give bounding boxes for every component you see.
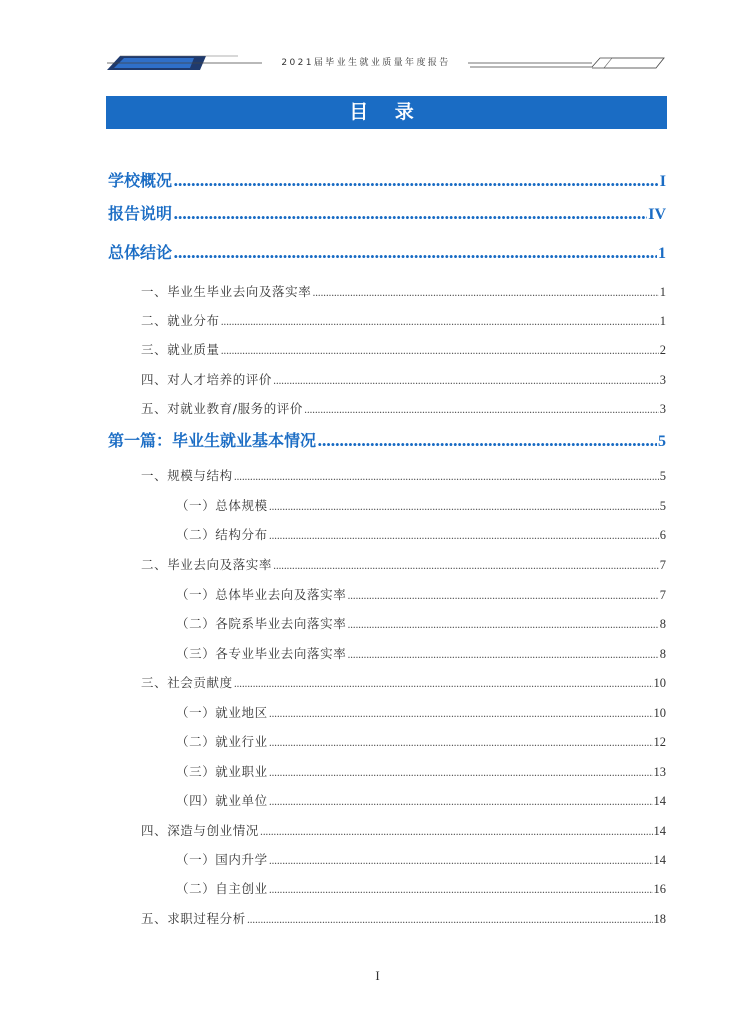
toc-entry-page: 10 — [653, 676, 666, 690]
toc-entry-level-3[interactable] — [176, 644, 666, 662]
toc-entry-label: （二）结构分布 — [176, 527, 268, 542]
toc-entry-level-2[interactable] — [141, 340, 666, 358]
toc-entry-label: 二、就业分布 — [141, 313, 220, 328]
toc-entry-label: 一、毕业生毕业去向及落实率 — [141, 284, 312, 299]
toc-entry-label: 报告说明 — [108, 204, 173, 223]
toc-entry-page: 13 — [653, 765, 666, 779]
toc-entry-level-3[interactable] — [176, 614, 666, 632]
toc-entry-level-2[interactable] — [141, 673, 666, 691]
header-title: 2021届毕业生就业质量年度报告 — [281, 58, 451, 68]
toc-entry-level-3[interactable] — [176, 585, 666, 603]
page-number: I — [375, 968, 380, 983]
toc-entry-label: 三、社会贡献度 — [141, 675, 233, 690]
toc-entry-label: （一）总体毕业去向及落实率 — [176, 587, 347, 602]
header-decoration — [0, 0, 755, 80]
toc-leader-dots — [173, 204, 647, 223]
toc-entry-page: 3 — [659, 373, 666, 387]
toc-leader-dots — [273, 561, 659, 572]
toc-entry-level-2[interactable] — [141, 466, 666, 484]
toc-entry-label: 四、对人才培养的评价 — [141, 372, 273, 387]
toc-entry-level-3[interactable] — [176, 850, 666, 868]
toc-leader-dots — [269, 856, 653, 867]
toc-entry-label: （二）自主创业 — [176, 881, 268, 896]
toc-entry-label: 一、规模与结构 — [141, 468, 233, 483]
toc-leader-dots — [273, 376, 659, 387]
toc-title-banner: 目 录 — [106, 96, 667, 129]
toc-entry-level-3[interactable] — [176, 525, 666, 543]
toc-entry-label: 总体结论 — [108, 243, 173, 262]
toc-entry-label: （二）各院系毕业去向落实率 — [176, 616, 347, 631]
toc-entry-level-1[interactable] — [108, 240, 666, 263]
toc-entry-page: 1 — [659, 285, 666, 299]
toc-entry-label: 第一篇：毕业生就业基本情况 — [108, 431, 317, 450]
toc-entry-page: 7 — [659, 558, 666, 572]
toc-entry-level-3[interactable] — [176, 703, 666, 721]
toc-leader-dots — [269, 531, 659, 542]
toc-leader-dots — [221, 346, 659, 357]
toc-leader-dots — [234, 679, 653, 690]
toc-entry-page: 14 — [653, 794, 666, 808]
toc-leader-dots — [312, 288, 658, 299]
toc-leader-dots — [269, 885, 653, 896]
toc-leader-dots — [317, 431, 657, 450]
toc-entry-level-1[interactable] — [108, 428, 666, 451]
toc-entry-level-3[interactable] — [176, 762, 666, 780]
toc-entry-label: 二、毕业去向及落实率 — [141, 557, 273, 572]
toc-entry-label: 五、对就业教育/服务的评价 — [141, 401, 304, 416]
toc-entry-level-3[interactable] — [176, 496, 666, 514]
toc-entry-label: 五、求职过程分析 — [141, 911, 246, 926]
toc-entry-page: 5 — [658, 433, 666, 450]
toc-entry-label: （一）总体规模 — [176, 498, 268, 513]
toc-leader-dots — [173, 171, 659, 190]
toc-entry-page: 10 — [653, 706, 666, 720]
toc-entry-level-3[interactable] — [176, 791, 666, 809]
toc-entry-level-2[interactable] — [141, 370, 666, 388]
toc-entry-page: I — [659, 173, 666, 190]
toc-entry-page: 1 — [658, 245, 666, 262]
toc-entry-level-2[interactable] — [141, 399, 666, 417]
toc-entry-label: 学校概况 — [108, 171, 173, 190]
toc-entry-page: 5 — [659, 499, 666, 513]
toc-entry-label: （三）就业职业 — [176, 764, 268, 779]
toc-leader-dots — [269, 768, 653, 779]
toc-entry-level-2[interactable] — [141, 909, 666, 927]
toc-entry-page: 14 — [653, 824, 666, 838]
toc-entry-level-1[interactable] — [108, 168, 666, 191]
toc-entry-label: （三）各专业毕业去向落实率 — [176, 646, 347, 661]
toc-leader-dots — [269, 738, 653, 749]
toc-entry-page: 2 — [659, 343, 666, 357]
toc-entry-label: （一）就业地区 — [176, 705, 268, 720]
toc-leader-dots — [347, 620, 658, 631]
toc-entry-label: （四）就业单位 — [176, 793, 268, 808]
toc-entry-page: 16 — [653, 882, 666, 896]
toc-leader-dots — [269, 709, 653, 720]
toc-entry-page: 18 — [653, 912, 666, 926]
toc-entry-page: 12 — [653, 735, 666, 749]
toc-entry-level-2[interactable] — [141, 282, 666, 300]
toc-leader-dots — [269, 797, 653, 808]
toc-entry-page: 7 — [659, 588, 666, 602]
toc-entry-page: 6 — [659, 528, 666, 542]
toc-entry-level-1[interactable] — [108, 201, 666, 224]
toc-entry-level-2[interactable] — [141, 821, 666, 839]
toc-leader-dots — [260, 827, 653, 838]
toc-entry-page: 8 — [659, 617, 666, 631]
toc-leader-dots — [234, 472, 659, 483]
toc-entry-page: 8 — [659, 647, 666, 661]
toc-entry-level-3[interactable] — [176, 732, 666, 750]
toc-leader-dots — [347, 650, 658, 661]
toc-entry-page: 14 — [653, 853, 666, 867]
toc-entry-level-2[interactable] — [141, 311, 666, 329]
toc-entry-page: IV — [648, 206, 666, 223]
toc-leader-dots — [173, 243, 657, 262]
toc-entry-page: 3 — [659, 402, 666, 416]
toc-entry-page: 5 — [659, 469, 666, 483]
toc-entry-label: （一）国内升学 — [176, 852, 268, 867]
toc-entry-page: 1 — [659, 314, 666, 328]
toc-leader-dots — [347, 591, 658, 602]
toc-entry-level-3[interactable] — [176, 879, 666, 897]
toc-leader-dots — [304, 405, 659, 416]
toc-leader-dots — [221, 317, 659, 328]
page-header — [0, 0, 755, 80]
toc-entry-label: （二）就业行业 — [176, 734, 268, 749]
toc-entry-level-2[interactable] — [141, 555, 666, 573]
toc-entry-label: 三、就业质量 — [141, 342, 220, 357]
toc-leader-dots — [269, 502, 659, 513]
toc-leader-dots — [247, 915, 653, 926]
toc-entry-label: 四、深造与创业情况 — [141, 823, 259, 838]
